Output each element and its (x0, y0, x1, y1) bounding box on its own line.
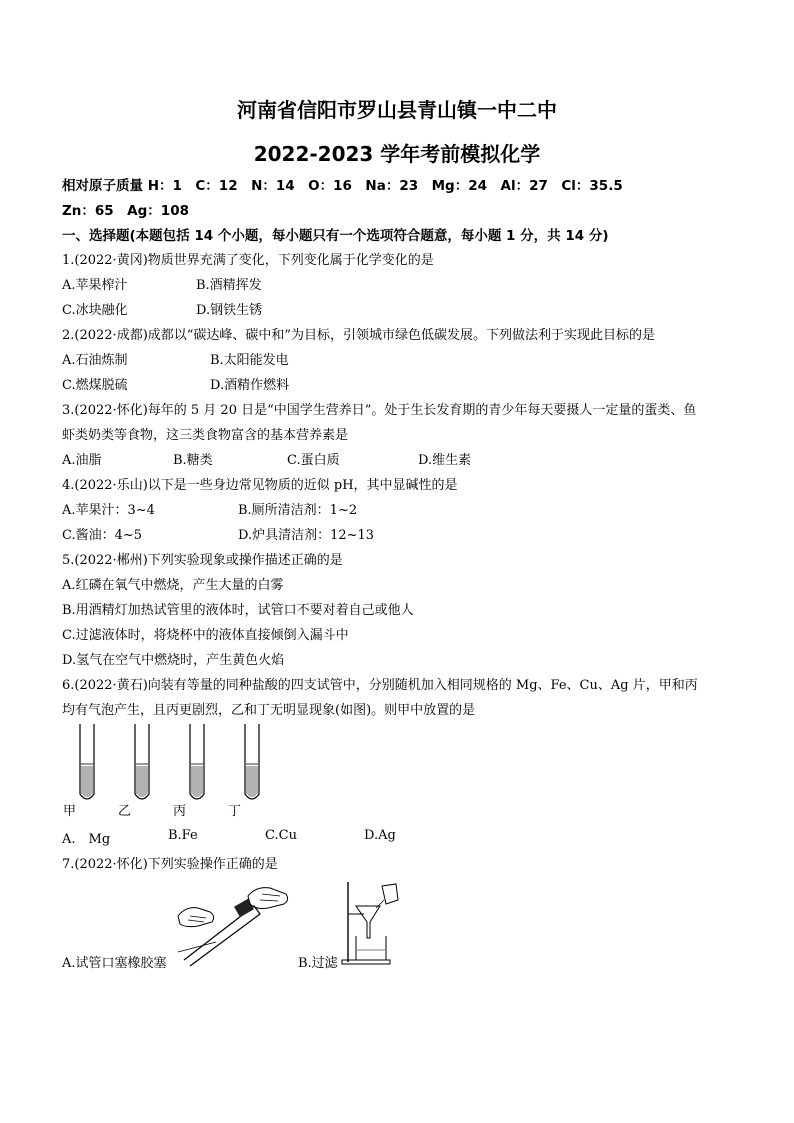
test-tubes-figure (60, 720, 280, 820)
q6-option-b: B.Fe (168, 828, 198, 843)
q1-option-c: C.冰块融化 (62, 303, 128, 318)
q3-option-c: C.蛋白质 (287, 453, 340, 468)
q6-option-d: D.Ag (364, 828, 396, 843)
q6-option-c: C.Cu (265, 828, 297, 843)
q3-stem-2: 虾类奶类等食物，这三类食物富含的基本营养素是 (62, 428, 349, 443)
q5-option-b: B.用酒精灯加热试管里的液体时，试管口不要对着自己或他人 (62, 603, 414, 618)
q7-option-b: B.过滤 (298, 956, 338, 971)
q2-option-c: C.燃煤脱硫 (62, 378, 128, 393)
q7-option-a: A.试管口塞橡胶塞 (62, 956, 167, 971)
q4-stem: 4.(2022·乐山)以下是一些身边常见物质的近似 pH，其中显碱性的是 (62, 478, 458, 493)
atomic-mass-line-1: 相对原子质量 H：1 C：12 N：14 O：16 Na：23 Mg：24 Al：27 Cl：35.5 (62, 178, 623, 194)
q2-option-a: A.石油炼制 (62, 353, 128, 368)
q2-option-b: B.太阳能发电 (210, 353, 289, 368)
q6-stem-1: 6.(2022·黄石)向装有等量的同种盐酸的四支试管中，分别随机加入相同规格的 Mg、Fe、Cu、Ag 片，甲和丙 (62, 678, 698, 693)
q2-option-d: D.酒精作燃料 (210, 378, 290, 393)
tube-label-yi: 乙 (118, 804, 132, 819)
q4-option-d: D.炉具清洁剂：12~13 (238, 528, 375, 543)
q4-option-a: A.苹果汁：3~4 (62, 503, 155, 518)
q4-option-b: B.厕所清洁剂：1~2 (238, 503, 358, 518)
q3-option-a: A.油脂 (62, 453, 102, 468)
tube-jia (80, 724, 94, 799)
filtration-figure (340, 880, 400, 966)
tube-label-bing: 丙 (173, 804, 187, 819)
q5-stem: 5.(2022·郴州)下列实验现象或操作描述正确的是 (62, 553, 343, 568)
tube-label-jia: 甲 (63, 804, 77, 819)
q3-option-b: B.糖类 (173, 453, 213, 468)
q1-option-b: B.酒精挥发 (196, 278, 262, 293)
q5-option-a: A.红磷在氧气中燃烧，产生大量的白雾 (62, 578, 284, 593)
q1-option-a: A.苹果榨汁 (62, 278, 128, 293)
q5-option-c: C.过滤液体时，将烧杯中的液体直接倾倒入漏斗中 (62, 628, 349, 643)
exam-title: 2022-2023 学年考前模拟化学 (253, 142, 541, 166)
tube-bing (190, 724, 204, 799)
tube-label-ding: 丁 (228, 804, 242, 819)
q6-stem-2: 均有气泡产生，且丙更剧烈，乙和丁无明显现象(如图)。则甲中放置的是 (62, 703, 476, 718)
q1-stem: 1.(2022·黄冈)物质世界充满了变化，下列变化属于化学变化的是 (62, 253, 434, 268)
section-heading: 一、选择题(本题包括 14 个小题，每小题只有一个选项符合题意，每小题 1 分，共 14 分) (62, 228, 609, 244)
stopper-figure (176, 882, 292, 970)
tube-yi (135, 724, 149, 799)
school-title: 河南省信阳市罗山县青山镇一中二中 (237, 98, 557, 122)
atomic-mass-line-2: Zn：65 Ag：108 (62, 203, 189, 219)
q5-option-d: D.氢气在空气中燃烧时，产生黄色火焰 (62, 653, 285, 668)
q4-option-c: C.酱油：4~5 (62, 528, 143, 543)
tube-ding (245, 724, 259, 799)
q2-stem: 2.(2022·成都)成都以“碳达峰、碳中和”为目标，引领城市绿色低碳发展。下列做法利于实现此目标的是 (62, 328, 656, 343)
q3-option-d: D.维生素 (418, 453, 472, 468)
q6-option-a: A. Mg (62, 832, 111, 847)
q7-stem: 7.(2022·怀化)下列实验操作正确的是 (62, 857, 278, 872)
q1-option-d: D.钢铁生锈 (196, 303, 263, 318)
q3-stem-1: 3.(2022·怀化)每年的 5 月 20 日是“中国学生营养日”。处于生长发育期的青少年每天要摄人一定量的蛋类、鱼 (62, 403, 697, 418)
